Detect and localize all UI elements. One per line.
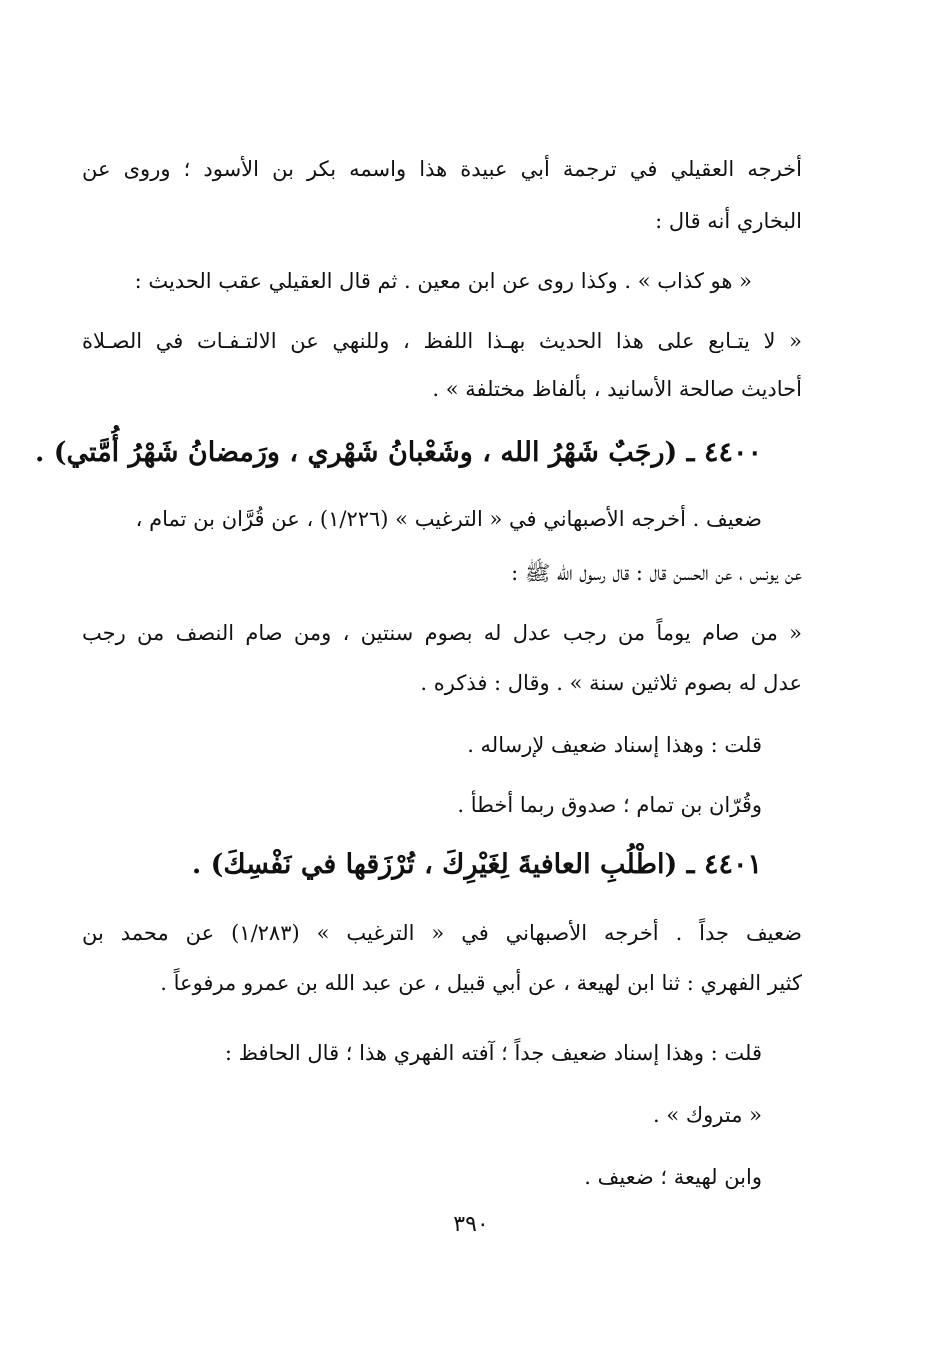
text-line: ضعيف جداً . أخرجه الأصبهاني في « الترغيب » (١/٢٨٣) عن محمد بن <box>82 921 802 945</box>
text-line: أحاديث صالحة الأسانيد ، بألفاظ مختلفة » . <box>432 377 802 401</box>
text-line: البخاري أنه قال : <box>655 209 802 233</box>
text-line: أخرجه العقيلي في ترجمة أبي عبيدة هذا واسمه بكر بن الأسود ؛ وروى عن <box>82 157 802 181</box>
hadith-heading: ٤٤٠٠ ـ (رجَبٌ شَهْرُ الله ، وشَعْبانُ شَهْري ، ورَمضانُ شَهْرُ أُمَّتي) . <box>34 437 762 468</box>
text-line: « هو كذاب » . وكذا روى عن ابن معين . ثم قال العقيلي عقب الحديث : <box>134 269 752 293</box>
text-line: ضعيف . أخرجه الأصبهاني في « الترغيب » (١/٢٢٦) ، عن قُرَّان بن تمام ، <box>135 507 762 531</box>
text-line: عدل له بصوم ثلاثين سنة » . وقال : فذكره . <box>420 671 802 695</box>
text-line: قلت : وهذا إسناد ضعيف لإرساله . <box>467 733 762 757</box>
hadith-heading: ٤٤٠١ ـ (اطْلُبِ العافيةَ لِغَيْرِكَ ، تُرْزَقها في نَفْسِكَ) . <box>191 849 762 880</box>
text-line: وابن لهيعة ؛ ضعيف . <box>584 1165 762 1189</box>
text-line: كثير الفهري : ثنا ابن لهيعة ، عن أبي قبيل ، عن عبد الله بن عمرو مرفوعاً . <box>160 971 802 995</box>
text-line: « متروك » . <box>652 1103 762 1127</box>
text-line: « لا يتـابع على هذا الحديث بهـذا اللفظ ، وللنهي عن الالتـفـات في الصـلاة <box>82 329 802 353</box>
text-line: « من صام يوماً من رجب عدل له بصوم سنتين ، ومن صام النصف من رجب <box>82 621 802 645</box>
text-line: وقُرّان بن تمام ؛ صدوق ربما أخطأ . <box>457 793 762 817</box>
text-line: قلت : وهذا إسناد ضعيف جداً ؛ آفته الفهري هذا ؛ قال الحافظ : <box>224 1041 762 1065</box>
text-line: عن يونس ، عن الحسن قال : قال رسول الله ﷺ : <box>511 561 802 585</box>
page-number: ٣٩٠ <box>453 1212 489 1237</box>
